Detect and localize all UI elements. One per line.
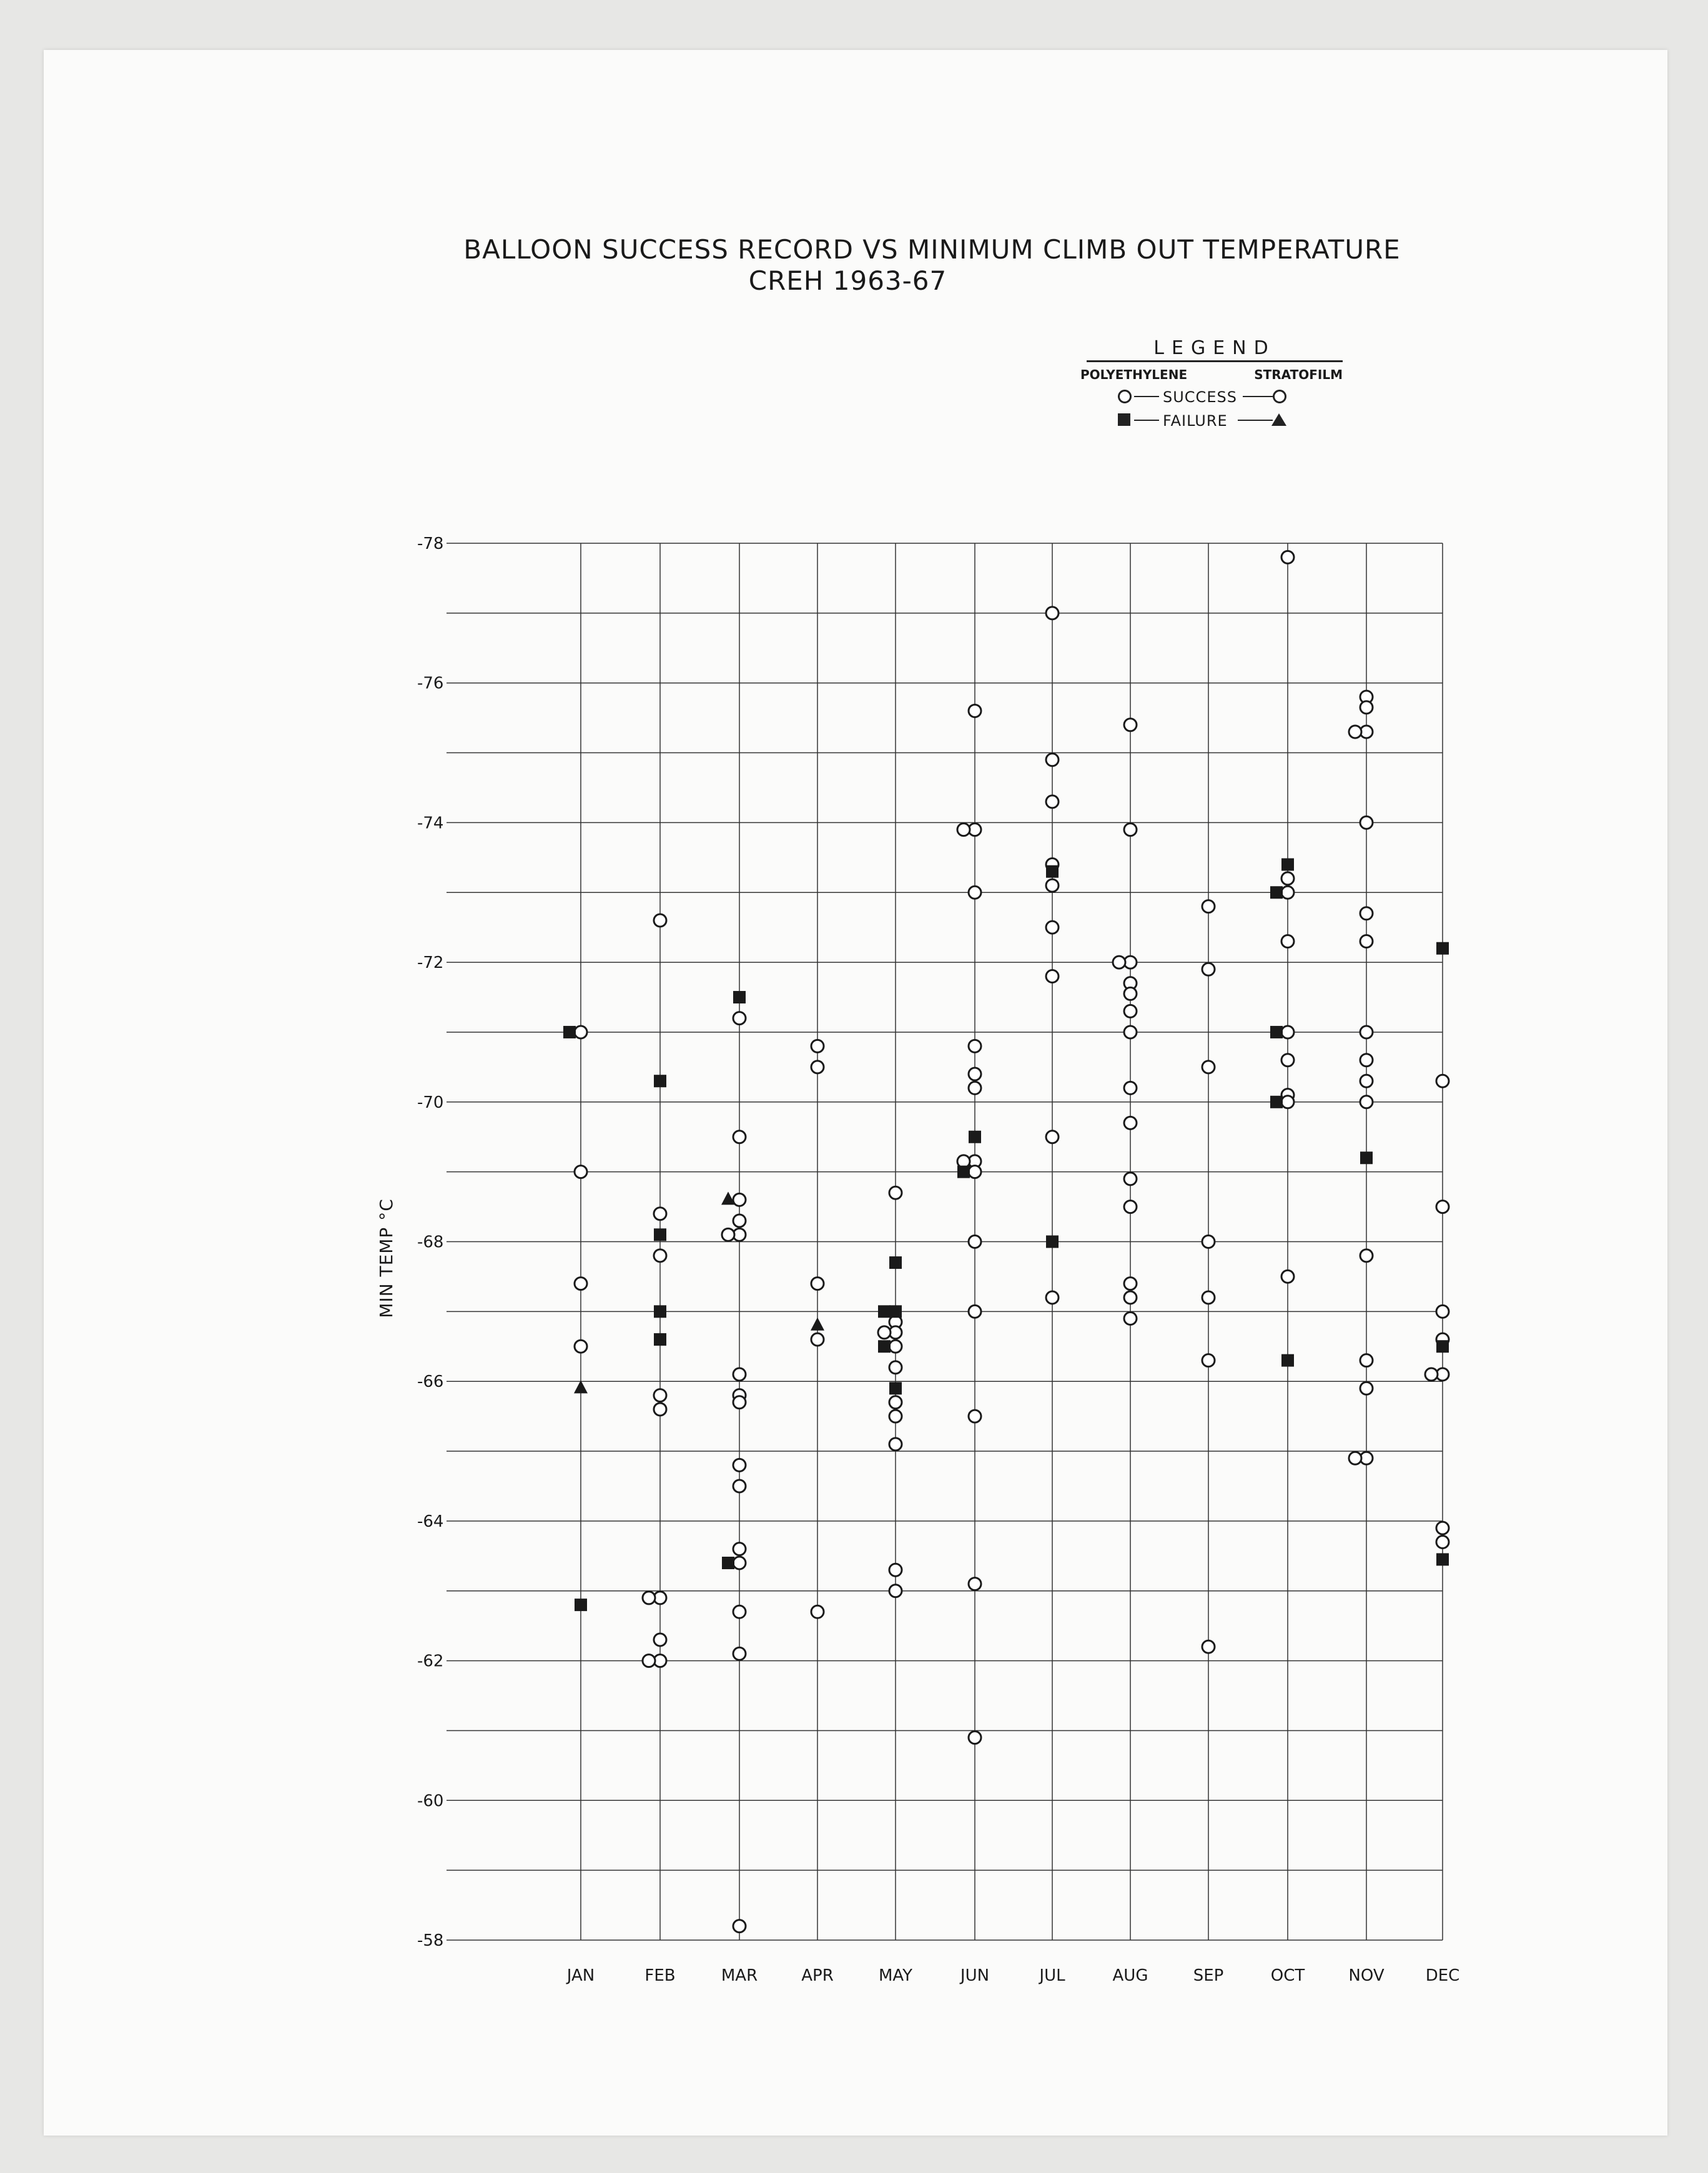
success-point: [1281, 872, 1294, 885]
x-tick-label: MAY: [878, 1966, 913, 1985]
success-point: [969, 704, 981, 717]
success-point: [889, 1438, 902, 1451]
failure-point: [654, 1305, 666, 1318]
success-point: [969, 1082, 981, 1094]
success-point: [1046, 607, 1059, 619]
success-point: [1425, 1368, 1438, 1381]
success-point: [643, 1592, 655, 1604]
success-point: [1046, 754, 1059, 766]
failure-point: [1436, 942, 1449, 955]
y-axis-label: MIN TEMP °C: [376, 1198, 397, 1318]
chart-title-line1: BALLOON SUCCESS RECORD VS MINIMUM CLIMB OUT TEMPERATURE: [463, 234, 1401, 265]
failure-point: [722, 1557, 734, 1569]
success-point: [654, 1403, 666, 1416]
x-tick-label: DEC: [1425, 1966, 1460, 1985]
failure-point: [1046, 1236, 1059, 1248]
success-point: [733, 1543, 746, 1555]
success-point: [969, 1166, 981, 1178]
success-point: [1046, 879, 1059, 892]
success-point: [1281, 1054, 1294, 1067]
success-point: [1113, 956, 1125, 968]
y-tick-label: -66: [417, 1372, 444, 1392]
success-point: [1124, 987, 1137, 1000]
success-point: [733, 1131, 746, 1143]
success-point: [1124, 1026, 1137, 1038]
failure-point: [1270, 886, 1283, 899]
y-tick-label: -70: [417, 1093, 444, 1112]
success-point: [733, 1480, 746, 1492]
success-point: [969, 1732, 981, 1744]
y-tick-label: -76: [417, 674, 444, 693]
failure-point: [878, 1340, 891, 1353]
y-tick-label: -60: [417, 1791, 444, 1811]
success-point: [733, 1396, 746, 1409]
success-point: [654, 1249, 666, 1262]
stratofilm-failure-point: [574, 1380, 588, 1393]
success-point: [969, 1236, 981, 1248]
success-point: [811, 1333, 824, 1346]
failure-point: [1046, 865, 1059, 878]
success-point: [733, 1920, 746, 1933]
y-tick-label: -74: [417, 814, 444, 833]
failure-point: [563, 1026, 576, 1038]
success-point: [1202, 1640, 1215, 1653]
success-point: [1202, 900, 1215, 913]
failure-point: [654, 1075, 666, 1087]
failure-point: [1281, 859, 1294, 871]
failure-point: [889, 1256, 902, 1269]
success-point: [1360, 1026, 1373, 1038]
failure-point: [654, 1333, 666, 1346]
success-point: [1281, 1096, 1294, 1108]
y-tick-label: -68: [417, 1233, 444, 1252]
success-point: [1046, 1291, 1059, 1304]
success-point: [878, 1326, 891, 1339]
x-tick-label: NOV: [1348, 1966, 1385, 1985]
failure-point: [878, 1305, 891, 1318]
success-point: [1281, 551, 1294, 563]
failure-point: [654, 1228, 666, 1241]
success-point: [889, 1564, 902, 1576]
success-point: [1349, 726, 1361, 738]
success-point: [1436, 1075, 1449, 1087]
success-point: [1202, 1291, 1215, 1304]
success-point: [1360, 1096, 1373, 1108]
success-point: [1124, 1005, 1137, 1017]
success-point: [654, 1208, 666, 1220]
success-point: [969, 1578, 981, 1590]
success-point: [1124, 1291, 1137, 1304]
success-point: [1281, 886, 1294, 899]
success-point: [1360, 1354, 1373, 1367]
x-tick-label: FEB: [644, 1966, 676, 1985]
x-tick-label: JUL: [1039, 1966, 1065, 1985]
success-point: [733, 1193, 746, 1206]
x-tick-label: SEP: [1193, 1966, 1224, 1985]
success-point: [643, 1655, 655, 1667]
success-point: [654, 1389, 666, 1402]
legend-success-label: SUCCESS: [1163, 388, 1237, 406]
success-point: [654, 1633, 666, 1646]
success-point: [722, 1228, 734, 1241]
success-point: [733, 1012, 746, 1025]
failure-point: [733, 991, 746, 1003]
success-point: [1360, 1382, 1373, 1394]
success-point: [1281, 935, 1294, 948]
success-point: [969, 1040, 981, 1052]
success-point: [1046, 970, 1059, 982]
success-point: [1349, 1452, 1361, 1464]
success-point: [1360, 816, 1373, 829]
success-point: [889, 1340, 902, 1353]
success-point: [889, 1585, 902, 1597]
success-point: [811, 1278, 824, 1290]
success-point: [1360, 935, 1373, 948]
legend-failure-label: FAILURE: [1163, 412, 1228, 430]
failure-point: [1436, 1340, 1449, 1353]
y-axis-ticks: [417, 535, 443, 1950]
x-tick-label: APR: [801, 1966, 834, 1985]
success-point: [1360, 1075, 1373, 1087]
success-point: [733, 1368, 746, 1381]
x-tick-label: AUG: [1112, 1966, 1148, 1985]
success-point: [969, 1068, 981, 1080]
success-point: [1281, 1026, 1294, 1038]
plot-grid: [447, 543, 1443, 1940]
success-point: [889, 1396, 902, 1409]
failure-point: [1436, 1553, 1449, 1565]
x-tick-label: MAR: [721, 1966, 758, 1985]
y-tick-label: -78: [417, 535, 444, 553]
success-point: [811, 1040, 824, 1052]
success-point: [733, 1647, 746, 1660]
success-point: [1046, 921, 1059, 934]
success-point: [811, 1605, 824, 1618]
success-point: [889, 1186, 902, 1199]
stratofilm-failure-point: [811, 1318, 824, 1331]
legend-col-polyethylene: POLYETHYLENE: [1080, 367, 1188, 382]
success-point: [1360, 1054, 1373, 1067]
failure-point: [1270, 1026, 1283, 1038]
success-point: [1202, 1061, 1215, 1073]
success-point: [1436, 1522, 1449, 1534]
success-point: [1202, 1236, 1215, 1248]
success-point: [1124, 824, 1137, 836]
success-point: [1202, 963, 1215, 975]
success-point: [811, 1061, 824, 1073]
success-point: [654, 914, 666, 927]
success-point: [1281, 1270, 1294, 1283]
success-point: [1124, 1173, 1137, 1185]
success-point: [957, 824, 970, 836]
chart-subtitle: CREH 1963-67: [748, 265, 947, 296]
success-point: [733, 1215, 746, 1227]
y-tick-label: -58: [417, 1931, 444, 1950]
success-point: [1436, 1201, 1449, 1213]
success-point: [1360, 907, 1373, 920]
success-point: [969, 1305, 981, 1318]
success-point: [1360, 701, 1373, 714]
y-tick-label: -72: [417, 953, 444, 973]
failure-point: [1281, 1354, 1294, 1367]
success-point: [733, 1459, 746, 1471]
success-point: [733, 1605, 746, 1618]
success-point: [575, 1026, 587, 1038]
success-point: [575, 1340, 587, 1353]
success-point: [575, 1166, 587, 1178]
x-tick-label: OCT: [1270, 1966, 1305, 1985]
failure-point: [1270, 1096, 1283, 1108]
success-point: [969, 886, 981, 899]
failure-point: [575, 1599, 587, 1611]
failure-point: [889, 1382, 902, 1394]
success-point: [1360, 1249, 1373, 1262]
failure-point: [957, 1166, 970, 1178]
success-point: [1124, 1116, 1137, 1129]
success-point: [733, 1557, 746, 1569]
success-point: [1124, 1278, 1137, 1290]
failure-point: [889, 1305, 902, 1318]
failure-point: [1360, 1151, 1373, 1164]
success-point: [575, 1278, 587, 1290]
legend-heading: LEGEND: [1087, 337, 1343, 362]
success-point: [1124, 1201, 1137, 1213]
success-point: [889, 1361, 902, 1374]
success-point: [1202, 1354, 1215, 1367]
x-tick-label: JAN: [566, 1966, 595, 1985]
success-point: [1046, 796, 1059, 808]
success-point: [1124, 1082, 1137, 1094]
success-point: [1124, 1313, 1137, 1325]
x-axis-ticks: [566, 1966, 1460, 1985]
legend-col-stratofilm: STRATOFILM: [1254, 367, 1343, 382]
x-tick-label: JUN: [960, 1966, 990, 1985]
success-point: [1436, 1535, 1449, 1548]
y-tick-label: -64: [417, 1512, 444, 1531]
y-tick-label: -62: [417, 1652, 444, 1671]
success-point: [1046, 1131, 1059, 1143]
success-point: [1124, 719, 1137, 731]
failure-point: [969, 1131, 981, 1143]
success-point: [889, 1410, 902, 1422]
success-point: [969, 1410, 981, 1422]
success-point: [1436, 1305, 1449, 1318]
